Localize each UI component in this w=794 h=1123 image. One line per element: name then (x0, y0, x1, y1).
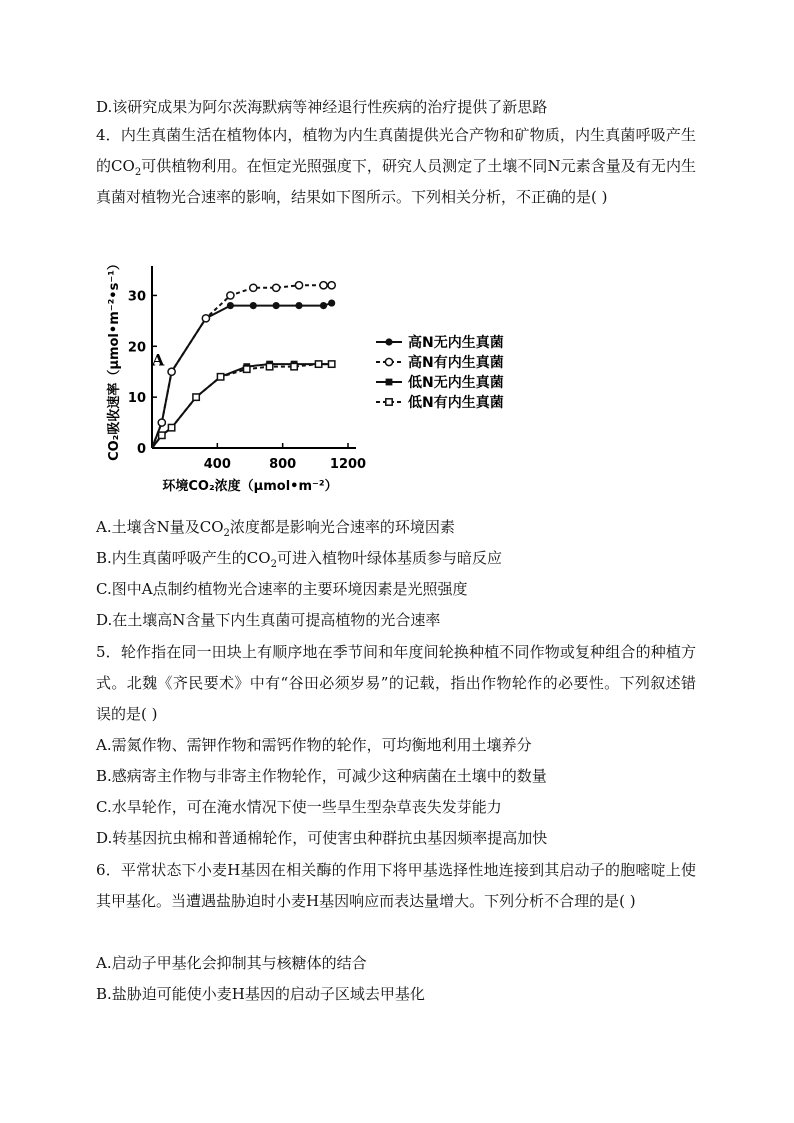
series-3-line (152, 364, 332, 448)
series-4-point (159, 432, 165, 438)
point-a-label: A (151, 350, 165, 370)
legend-label-2: 高N有内生真菌 (408, 355, 504, 371)
series-2-point (328, 282, 335, 289)
series-2-point (202, 315, 209, 322)
series-4-point (244, 366, 250, 372)
q4-stem: 4．内生真菌生活在植物体内，植物为内生真菌提供光合产物和矿物质，内生真菌呼吸产生的$CO_2$可供植物利用。在恒定光照强度下，研究人员测定了土壤不同N元素含量及有无内生真菌对植物光合速率的影响，结果如下图所示。下列相关分析，不正确的是( ) (96, 126, 696, 206)
q4-option-d: D.在土壤高N含量下内生真菌可提高植物的光合速率 (96, 611, 441, 629)
series-4-point (217, 374, 223, 380)
y-tick-label: 0 (136, 442, 146, 457)
series-2-point (227, 292, 234, 299)
series-4-point (315, 361, 321, 367)
series-3 (152, 361, 335, 448)
x-tick-label: 800 (269, 457, 297, 472)
series-1-point (295, 302, 302, 309)
series-4-point (266, 363, 272, 369)
q3-option-d: D.该研究成果为阿尔茨海默病等神经退行性疾病的治疗提供了新思路 (96, 98, 548, 116)
series-1-point (250, 302, 257, 309)
x-tick-label: 1200 (329, 457, 367, 472)
y-tick-label: 10 (127, 391, 146, 407)
series-1 (152, 299, 335, 448)
series-4-point (193, 394, 199, 400)
series-2-point (320, 282, 327, 289)
legend-marker-3 (386, 379, 393, 386)
q5-stem: 5．轮作指在同一田块上有顺序地在季节间和年度间轮换种植不同作物或复种组合的种植方式。北魏《齐民要术》中有“谷田必须岁易”的记载，指出作物轮作的必要性。下列叙述错误的是( ) (96, 643, 696, 723)
series-1-point (227, 302, 234, 309)
q6-stem: 6．平常状态下小麦H基因在相关酶的作用下将甲基选择性地连接到其启动子的胞嘧啶上使其甲基化。当遭遇盐胁迫时小麦H基因响应而表达量增大。下列分析不合理的是( ) (96, 861, 696, 910)
series-2-point (273, 284, 280, 291)
q6-option-a: A.启动子甲基化会抑制其与核糖体的结合 (96, 954, 367, 972)
series-1-point (328, 299, 335, 306)
legend-marker-4 (386, 399, 392, 405)
legend-marker-2 (385, 358, 392, 365)
y-tick-label: 20 (127, 340, 146, 356)
series-1-point (273, 302, 280, 309)
series-2-line (152, 285, 332, 448)
legend-marker-1 (385, 338, 392, 345)
q5-option-a: A.需氮作物、需钾作物和需钙作物的轮作，可均衡地利用土壤养分 (96, 736, 532, 754)
y-tick-label: 30 (127, 289, 146, 305)
series-1-point (320, 302, 327, 309)
x-tick-label: 400 (203, 457, 231, 472)
series-1-line (152, 303, 332, 448)
series-2-point (250, 284, 257, 291)
series-2-point (295, 282, 302, 289)
q5-option-c: C.水旱轮作，可在淹水情况下使一些旱生型杂草丧失发芽能力 (96, 798, 502, 816)
q4-option-c: C.图中A点制约植物光合速率的主要环境因素是光照强度 (96, 580, 468, 598)
series-4-point (168, 424, 174, 430)
q5-option-d: D.转基因抗虫棉和普通棉轮作，可使害虫种群抗虫基因频率提高加快 (96, 829, 548, 847)
series-4-point (291, 363, 297, 369)
co2-uptake-chart (96, 250, 526, 500)
legend-label-4: 低N有内生真菌 (408, 395, 504, 411)
series-2-point (158, 419, 165, 426)
q6-option-b: B.盐胁迫可能使小麦H基因的启动子区域去甲基化 (96, 985, 425, 1003)
q4-option-a: A.土壤含N量及$CO_2$浓度都是影响光合速率的环境因素 (96, 518, 455, 539)
q4-option-b: B.内生真菌呼吸产生的$CO_2$可进入植物叶绿体基质参与暗反应 (96, 549, 502, 570)
series-4-point (328, 361, 334, 367)
series-2-point (168, 368, 175, 375)
legend-label-1: 高N无内生真菌 (408, 335, 504, 351)
y-axis-label: CO₂吸收速率（μmol•m⁻²•s⁻¹） (107, 257, 122, 461)
series-4 (152, 361, 335, 448)
series-4-line (152, 364, 332, 448)
x-axis-label: 环境CO₂浓度（μmol•m⁻²） (162, 479, 338, 494)
q5-option-b: B.感病寄主作物与非寄主作物轮作，可减少这种病菌在土壤中的数量 (96, 767, 547, 785)
legend-label-3: 低N无内生真菌 (408, 375, 504, 391)
